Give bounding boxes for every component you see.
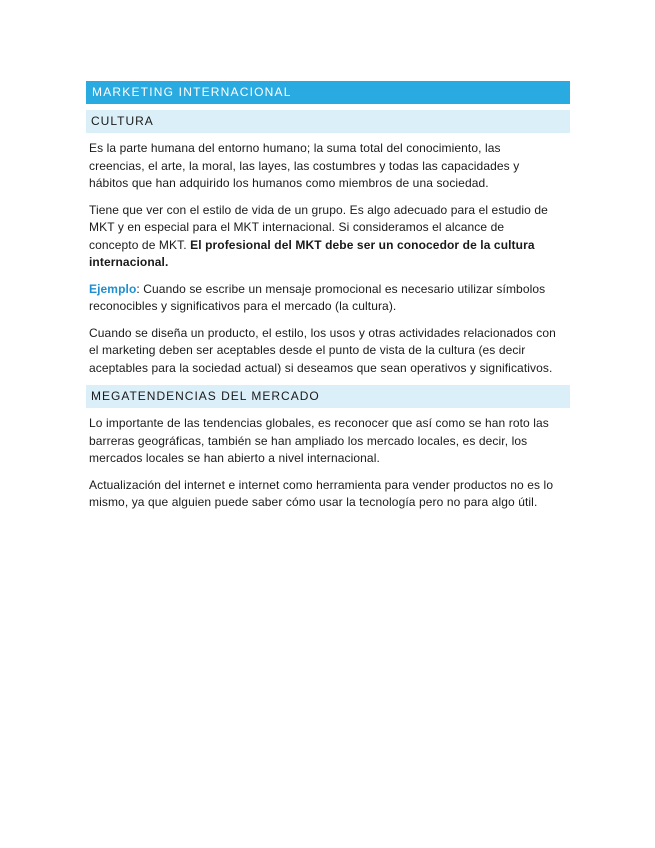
megatendencias-paragraph-1: Lo importante de las tendencias globales, es reconocer que así como se han roto las barreras geográficas, también se han ampliado los mercado locales, es decir, los mercados locales se han abierto a nivel internacional.: [89, 416, 549, 465]
section-heading-megatendencias: MEGATENDENCIAS DEL MERCADO: [86, 385, 570, 408]
cultura-paragraph-1: Es la parte humana del entorno humano; la suma total del conocimiento, las creencias, el arte, la moral, las layes, las costumbres y todas las capacidades y hábitos que han adquirido los humanos como miembros de una sociedad.: [89, 141, 520, 190]
example-text: : Cuando se escribe un mensaje promocional es necesario utilizar símbolos reconocibles y significativos para el mercado (la cultura).: [89, 281, 546, 313]
cultura-paragraph-4: Cuando se diseña un producto, el estilo, los usos y otras actividades relacionados con el marketing deben ser aceptables desde el punto de vista de la cultura (es decir aceptables para la sociedad actual) si deseamos que sean operativos y significativos.: [89, 325, 556, 375]
cultura-paragraph-2-text: Tiene que ver con el estilo de vida de un grupo. Es algo adecuado para el estudio de MKT y en especial para el MKT internacional. Si consideramos el alcance de concepto de MKT.: [89, 202, 548, 252]
section-heading-cultura: CULTURA: [86, 110, 570, 133]
megatendencias-paragraph-2: Actualización del internet e internet como herramienta para vender productos no es lo mismo, ya que alguien puede saber cómo usar la tecnología pero no para algo útil.: [89, 477, 554, 509]
document-content: [86, 81, 570, 512]
cultura-paragraph-2-emphasis: El profesional del MKT debe ser un conocedor de la cultura internacional.: [89, 237, 535, 269]
cultura-paragraph-2: [89, 202, 557, 272]
example-label: Ejemplo: [89, 281, 137, 296]
cultura-example-paragraph: [89, 281, 557, 316]
document-title: MARKETING INTERNACIONAL: [86, 81, 570, 104]
